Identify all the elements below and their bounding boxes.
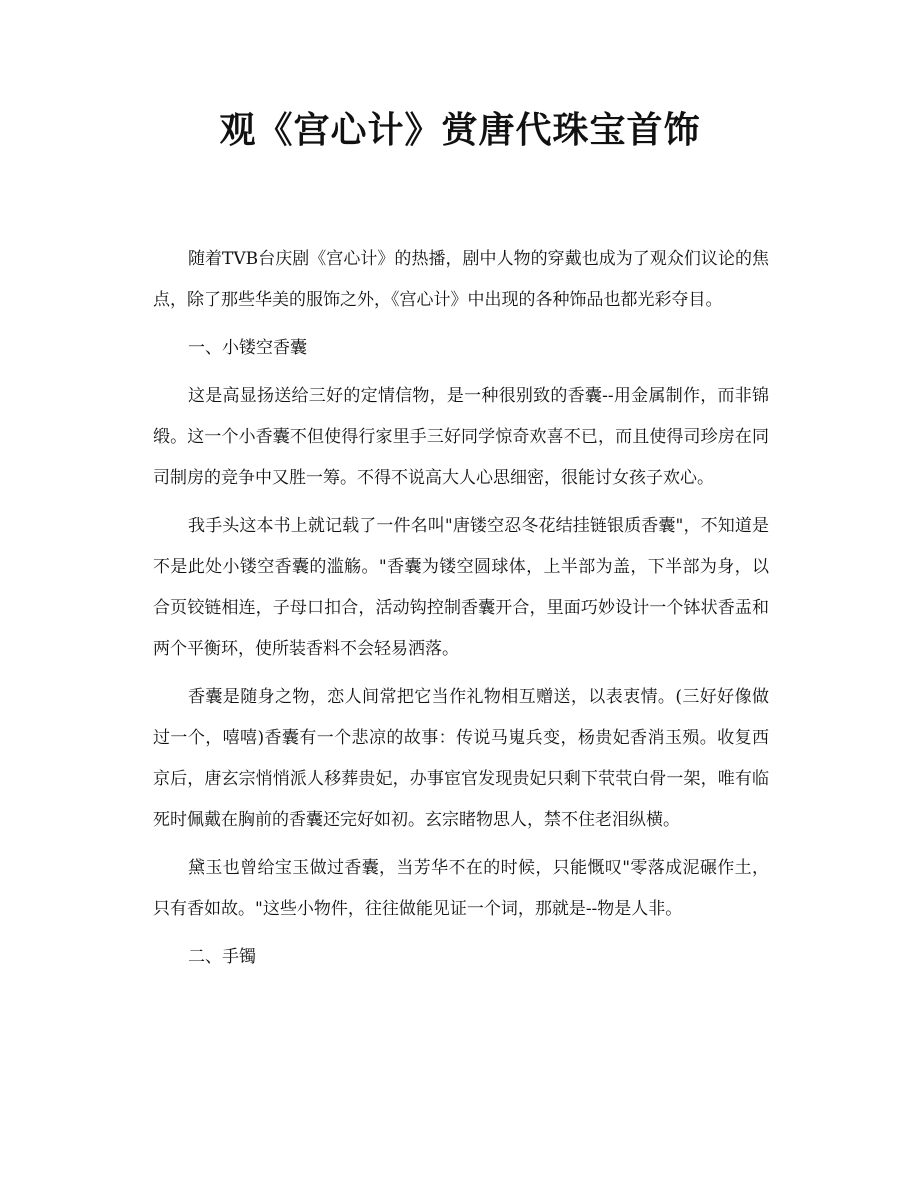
section-heading-sachet: 一、小镂空香囊 bbox=[188, 338, 307, 358]
document-body bbox=[153, 239, 769, 985]
section-heading-bracelet: 二、手镯 bbox=[188, 947, 256, 967]
sachet-paragraph-4: 黛玉也曾给宝玉做过香囊，当芳华不在的时候，只能慨叹"零落成泥碾作土，只有香如故。"这些小物件，往往做能见证一个词，那就是--物是人非。 bbox=[153, 858, 769, 919]
sachet-paragraph-2: 我手头这本书上就记载了一件名叫"唐镂空忍冬花结挂链银质香囊"，不知道是不是此处小镂空香囊的滥觞。"香囊为镂空圆球体，上半部为盖，下半部为身，以合页铰链相连，子母口扣合，活动钩控制香囊开合，里面巧妙设计一个钵状香盂和两个平衡环，使所装香料不会轻易洒落。 bbox=[153, 516, 769, 659]
sachet-paragraph-3: 香囊是随身之物，恋人间常把它当作礼物相互赠送，以表衷情。(三好好像做过一个，嘻嘻)香囊有一个悲凉的故事：传说马嵬兵变，杨贵妃香消玉殒。收复西京后，唐玄宗悄悄派人移葬贵妃，办事宦官发现贵妃只剩下茕茕白骨一架，唯有临死时佩戴在胸前的香囊还完好如初。玄宗睹物思人，禁不住老泪纵横。 bbox=[153, 687, 769, 830]
sachet-paragraph-1: 这是高显扬送给三好的定情信物，是一种很别致的香囊--用金属制作，而非锦缎。这一个小香囊不但使得行家里手三好同学惊奇欢喜不已，而且使得司珍房在同司制房的竞争中又胜一筹。不得不说高大人心思细密，很能讨女孩子欢心。 bbox=[153, 386, 769, 488]
document-title: 观《宫心计》赏唐代珠宝首饰 bbox=[219, 109, 701, 151]
intro-paragraph: 随着TVB台庆剧《宫心计》的热播，剧中人物的穿戴也成为了观众们议论的焦点，除了那些华美的服饰之外，《宫心计》中出现的各种饰品也都光彩夺目。 bbox=[153, 249, 769, 310]
